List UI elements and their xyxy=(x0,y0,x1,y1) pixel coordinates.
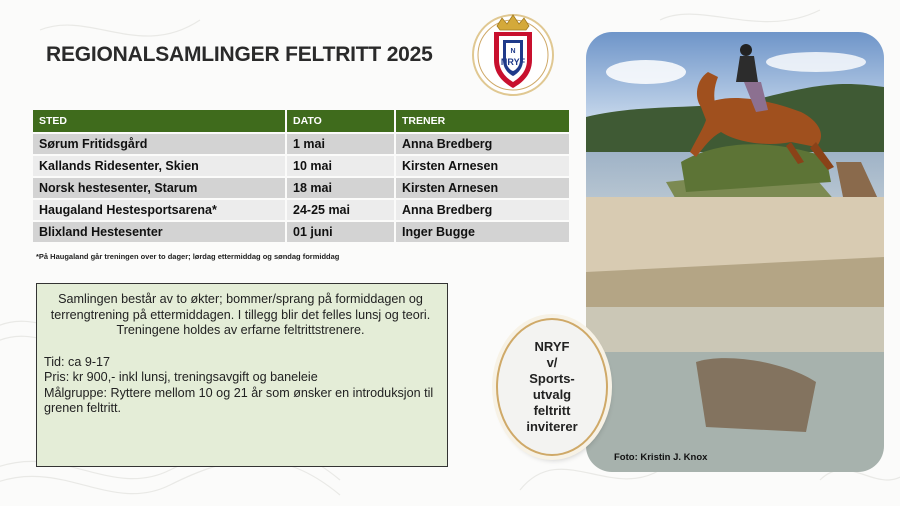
info-target-group: Målgruppe: Ryttere mellom 10 og 21 år som ønsker en introduksjon til grenen feltritt. xyxy=(44,385,434,415)
info-box xyxy=(36,283,448,467)
cell-date: 18 mai xyxy=(287,178,396,198)
page-title: REGIONALSAMLINGER FELTRITT 2025 xyxy=(46,43,433,66)
cell-trainer: Anna Bredberg xyxy=(396,134,571,154)
table-row xyxy=(33,156,571,176)
table-footnote: *På Haugaland går treningen over to dager; lørdag ettermiddag og søndag formiddag xyxy=(36,252,340,261)
column-header-date: DATO xyxy=(287,110,396,132)
cell-trainer: Inger Bugge xyxy=(396,222,571,242)
cell-place: Norsk hestesenter, Starum xyxy=(33,178,287,198)
cell-trainer: Kirsten Arnesen xyxy=(396,178,571,198)
table-row xyxy=(33,134,571,154)
svg-text:NRYF: NRYF xyxy=(500,57,526,67)
table-header-row xyxy=(33,110,571,132)
cell-date: 01 juni xyxy=(287,222,396,242)
cell-date: 24-25 mai xyxy=(287,200,396,220)
table-row xyxy=(33,222,571,242)
cell-place: Blixland Hestesenter xyxy=(33,222,287,242)
cell-place: Sørum Fritidsgård xyxy=(33,134,287,154)
info-time: Tid: ca 9-17 xyxy=(44,354,111,369)
table-row xyxy=(33,178,571,198)
badge-line: feltritt xyxy=(533,403,571,418)
cell-trainer: Anna Bredberg xyxy=(396,200,571,220)
table-row xyxy=(33,200,571,220)
svg-text:N: N xyxy=(510,48,516,55)
cell-place: Kallands Ridesenter, Skien xyxy=(33,156,287,176)
cell-date: 10 mai xyxy=(287,156,396,176)
cell-place: Haugaland Hestesportsarena* xyxy=(33,200,287,220)
cell-trainer: Kirsten Arnesen xyxy=(396,156,571,176)
organizer-badge xyxy=(496,318,608,456)
column-header-place: STED xyxy=(33,110,287,132)
column-header-trainer: TRENER xyxy=(396,110,571,132)
cell-date: 1 mai xyxy=(287,134,396,154)
horse-jumping-photo xyxy=(586,32,884,472)
schedule-table xyxy=(33,108,571,244)
photo-credit: Foto: Kristin J. Knox xyxy=(614,452,708,463)
badge-line: v/ xyxy=(546,355,558,370)
badge-line: NRYF xyxy=(534,339,570,354)
badge-line: inviterer xyxy=(526,419,578,434)
info-price: Pris: kr 900,- inkl lunsj, treningsavgift og baneleie xyxy=(44,370,318,384)
badge-line: Sports- xyxy=(529,371,575,386)
info-description: Samlingen består av to økter; bommer/sprang på formiddagen og terrengtrening på ettermiddagen. I tillegg blir det felles lunsj og teori. Treningene holdes av erfarne feltrittstrenere. xyxy=(50,292,431,337)
nryf-crest-icon xyxy=(470,10,556,96)
badge-line: utvalg xyxy=(532,387,572,402)
